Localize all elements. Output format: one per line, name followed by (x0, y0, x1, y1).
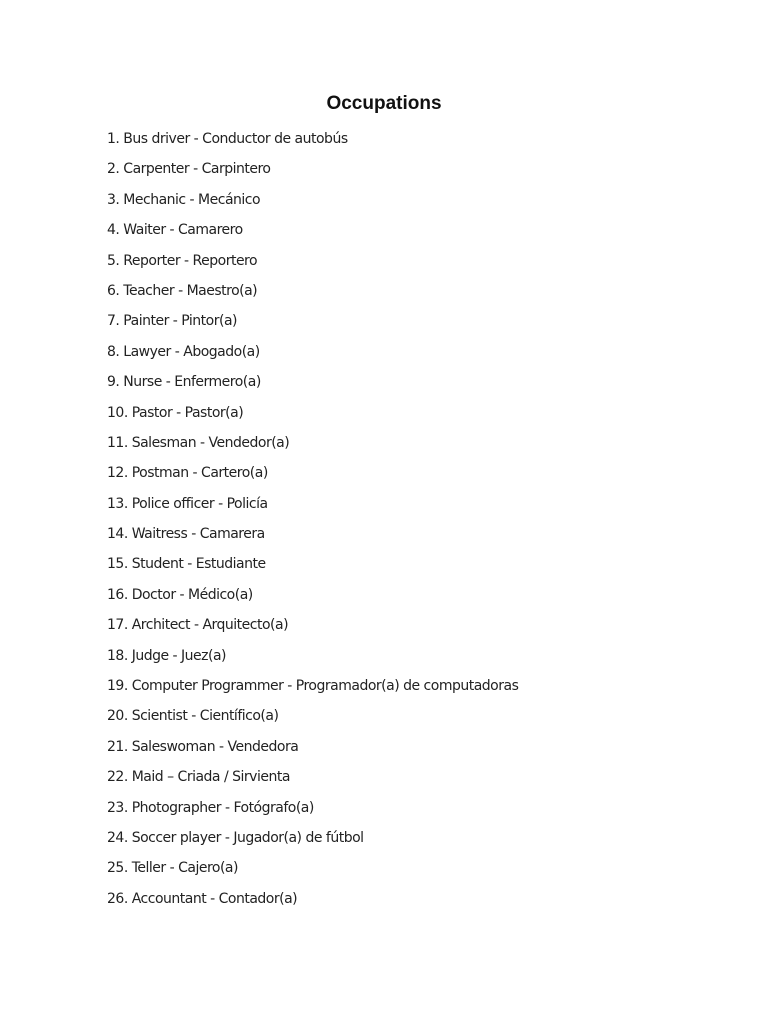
list-item: 25. Teller - Cajero(a) (107, 860, 238, 877)
list-item: 14. Waitress - Camarera (107, 526, 265, 543)
list-item: 17. Architect - Arquitecto(a) (107, 617, 289, 634)
list-item: 21. Saleswoman - Vendedora (107, 738, 299, 755)
list-item: 16. Doctor - Médico(a) (107, 586, 253, 603)
list-item: 13. Police officer - Policía (107, 495, 268, 512)
list-item: 22. Maid – Criada / Sirvienta (107, 769, 290, 786)
list-item: 12. Postman - Cartero(a) (107, 465, 268, 482)
list-item: 10. Pastor - Pastor(a) (107, 404, 244, 421)
list-item: 6. Teacher - Maestro(a) (107, 282, 258, 299)
list-item: 9. Nurse - Enfermero(a) (107, 374, 261, 391)
list-item: 20. Scientist - Científico(a) (107, 708, 279, 725)
list-item: 2. Carpenter - Carpintero (107, 161, 271, 178)
list-item: 19. Computer Programmer - Programador(a) de computadoras (107, 678, 519, 695)
list-item: 15. Student - Estudiante (107, 556, 266, 573)
list-item: 8. Lawyer - Abogado(a) (107, 343, 260, 360)
page-title: Occupations (326, 93, 442, 114)
list-item: 11. Salesman - Vendedor(a) (107, 434, 290, 451)
list-item: 7. Painter - Pintor(a) (107, 313, 237, 330)
list-item: 24. Soccer player - Jugador(a) de fútbol (107, 829, 364, 846)
list-item: 5. Reporter - Reportero (107, 252, 258, 269)
list-item: 23. Photographer - Fotógrafo(a) (107, 799, 314, 816)
list-item: 18. Judge - Juez(a) (107, 647, 227, 664)
list-item: 1. Bus driver - Conductor de autobús (107, 131, 348, 147)
occupation-list (107, 124, 518, 914)
list-item: 4. Waiter - Camarero (107, 222, 243, 239)
list-item: 26. Accountant - Contador(a) (107, 890, 298, 907)
list-item: 3. Mechanic - Mecánico (107, 191, 261, 208)
